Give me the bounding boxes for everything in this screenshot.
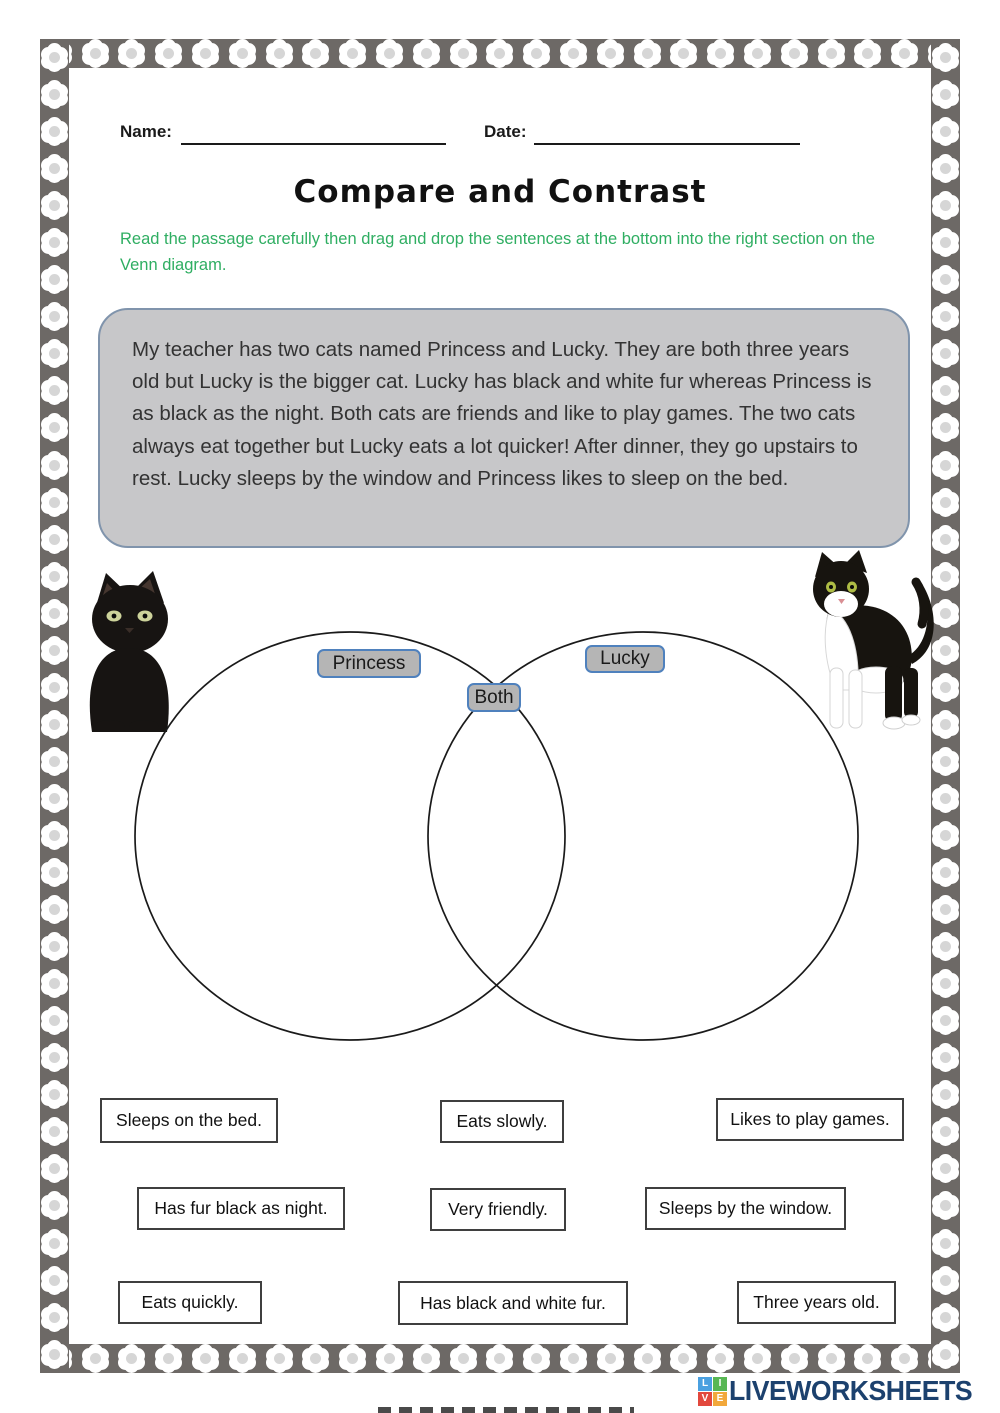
- flower-ornament: [198, 46, 213, 61]
- flower-ornament: [161, 46, 176, 61]
- flower-ornament: [938, 680, 953, 695]
- flower-ornament: [47, 458, 62, 473]
- sentence-card[interactable]: Has fur black as night.: [137, 1187, 345, 1230]
- flower-ornament: [938, 976, 953, 991]
- passage-box: [98, 308, 910, 548]
- flower-ornament: [640, 1351, 655, 1366]
- flower-ornament: [938, 272, 953, 287]
- flower-ornament: [382, 46, 397, 61]
- flower-ornament: [938, 791, 953, 806]
- sentence-card[interactable]: Has black and white fur.: [398, 1281, 628, 1325]
- flower-ornament: [938, 532, 953, 547]
- flower-ornament: [787, 46, 802, 61]
- flower-ornament: [897, 46, 912, 61]
- flower-ornament: [345, 46, 360, 61]
- flower-ornament: [938, 606, 953, 621]
- flower-ornament: [938, 1124, 953, 1139]
- flower-ornament: [47, 1124, 62, 1139]
- flower-ornament: [938, 235, 953, 250]
- flower-ornament: [938, 309, 953, 324]
- flower-ornament: [272, 1351, 287, 1366]
- flower-ornament: [345, 1351, 360, 1366]
- logo-letter: E: [713, 1392, 727, 1406]
- flower-ornament: [47, 495, 62, 510]
- date-input-line[interactable]: [534, 143, 800, 145]
- flower-ornament: [456, 46, 471, 61]
- flower-ornament: [938, 1347, 953, 1362]
- liveworksheets-logo-icon: [698, 1377, 727, 1406]
- flower-ornament: [47, 976, 62, 991]
- flower-ornament: [824, 46, 839, 61]
- sentence-card[interactable]: Very friendly.: [430, 1188, 566, 1231]
- flower-ornament: [47, 717, 62, 732]
- flower-ornament: [938, 643, 953, 658]
- flower-ornament: [124, 1351, 139, 1366]
- flower-ornament: [198, 1351, 213, 1366]
- brand-wordmark: LIVEWORKSHEETS: [729, 1375, 973, 1406]
- flower-ornament: [47, 383, 62, 398]
- flower-ornament: [938, 458, 953, 473]
- flower-ornament: [161, 1351, 176, 1366]
- flower-ornament: [750, 1351, 765, 1366]
- flower-ornament: [47, 569, 62, 584]
- flower-ornament: [750, 46, 765, 61]
- logo-letter: V: [698, 1392, 712, 1406]
- flower-ornament: [47, 828, 62, 843]
- page-title: Compare and Contrast: [293, 174, 707, 210]
- flower-ornament: [419, 46, 434, 61]
- name-input-line[interactable]: [181, 143, 446, 145]
- flower-ornament: [938, 50, 953, 65]
- flower-ornament: [566, 46, 581, 61]
- flower-ornament: [47, 124, 62, 139]
- flower-ornament: [47, 1273, 62, 1288]
- flower-ornament: [566, 1351, 581, 1366]
- flower-ornament: [47, 87, 62, 102]
- footer-brand: [698, 1375, 985, 1407]
- flower-ornament: [938, 1050, 953, 1065]
- flower-ornament: [860, 1351, 875, 1366]
- flower-ornament: [47, 1310, 62, 1325]
- sentence-card[interactable]: Likes to play games.: [716, 1098, 904, 1141]
- flower-ornament: [47, 346, 62, 361]
- logo-letter: L: [698, 1377, 712, 1391]
- flower-ornament: [676, 46, 691, 61]
- flower-ornament: [938, 124, 953, 139]
- flower-ornament: [235, 1351, 250, 1366]
- flower-ornament: [713, 1351, 728, 1366]
- flower-ornament: [47, 50, 62, 65]
- flower-ornament: [47, 1161, 62, 1176]
- flower-ornament: [456, 1351, 471, 1366]
- flower-ornament: [47, 754, 62, 769]
- logo-letter: I: [713, 1377, 727, 1391]
- flower-ornament: [47, 1050, 62, 1065]
- flower-ornament: [676, 1351, 691, 1366]
- flower-ornament: [419, 1351, 434, 1366]
- flower-ornament: [603, 46, 618, 61]
- flower-ornament: [47, 1198, 62, 1213]
- flower-ornament: [938, 717, 953, 732]
- flower-ornament: [938, 1198, 953, 1213]
- venn-label-princess: Princess: [317, 649, 421, 678]
- flower-ornament: [824, 1351, 839, 1366]
- sentence-card[interactable]: Eats quickly.: [118, 1281, 262, 1324]
- flower-ornament: [235, 46, 250, 61]
- flower-ornament: [382, 1351, 397, 1366]
- flower-ornament: [47, 272, 62, 287]
- flower-ornament: [938, 1310, 953, 1325]
- flower-ornament: [47, 1087, 62, 1102]
- flower-ornament: [938, 495, 953, 510]
- flower-ornament: [938, 346, 953, 361]
- flower-ornament: [897, 1351, 912, 1366]
- passage-text: My teacher has two cats named Princess and Lucky. They are both three years old but Lucky is the bigger cat. Lucky has black and white fur whereas Princess is as black as the night. Both cats are friends and like to play games. The two cats always eat together but Lucky eats a lot quicker! After dinner, they go upstairs to rest. Lucky sleeps by the window and Princess likes to sleep on the bed.: [132, 338, 872, 490]
- flower-ornament: [938, 87, 953, 102]
- flower-ornament: [938, 383, 953, 398]
- sentence-card[interactable]: Sleeps on the bed.: [100, 1098, 278, 1143]
- flower-ornament: [938, 939, 953, 954]
- flower-ornament: [860, 46, 875, 61]
- flower-ornament: [938, 865, 953, 880]
- flower-ornament: [938, 420, 953, 435]
- flower-ornament: [47, 680, 62, 695]
- flower-ornament: [47, 1347, 62, 1362]
- flower-ornament: [47, 865, 62, 880]
- flower-ornament: [938, 902, 953, 917]
- flower-ornament: [308, 1351, 323, 1366]
- venn-label-lucky: Lucky: [585, 645, 665, 673]
- flower-ornament: [47, 606, 62, 621]
- instructions-text: Read the passage carefully then drag and drop the sentences at the bottom into the right section on the Venn diagram.: [120, 230, 875, 274]
- venn-diagram[interactable]: [100, 615, 880, 1060]
- flower-ornament: [938, 569, 953, 584]
- flower-ornament: [938, 1087, 953, 1102]
- flower-ornament: [492, 1351, 507, 1366]
- decorative-border-bottom: [40, 1344, 960, 1373]
- cropped-text-artifact: [378, 1407, 634, 1413]
- venn-label-both: Both: [467, 683, 521, 712]
- sentence-card[interactable]: Three years old.: [737, 1281, 896, 1324]
- flower-ornament: [47, 235, 62, 250]
- flower-ornament: [47, 643, 62, 658]
- flower-ornament: [88, 46, 103, 61]
- flower-ornament: [272, 46, 287, 61]
- flower-ornament: [47, 791, 62, 806]
- flower-ornament: [529, 1351, 544, 1366]
- flower-ornament: [713, 46, 728, 61]
- flower-ornament: [938, 1161, 953, 1176]
- flower-ornament: [938, 1236, 953, 1251]
- flower-ornament: [938, 1273, 953, 1288]
- flower-ornament: [603, 1351, 618, 1366]
- name-label: Name:: [120, 122, 172, 141]
- flower-ornament: [938, 754, 953, 769]
- decorative-border-left: [40, 39, 69, 1373]
- flower-ornament: [787, 1351, 802, 1366]
- flower-ornament: [47, 902, 62, 917]
- flower-ornament: [47, 1236, 62, 1251]
- flower-ornament: [47, 1013, 62, 1028]
- flower-ornament: [124, 46, 139, 61]
- flower-ornament: [47, 532, 62, 547]
- flower-ornament: [492, 46, 507, 61]
- flower-ornament: [529, 46, 544, 61]
- flower-ornament: [938, 828, 953, 843]
- decorative-border-top: [40, 39, 960, 68]
- date-label: Date:: [484, 122, 527, 141]
- flower-ornament: [47, 309, 62, 324]
- flower-ornament: [47, 939, 62, 954]
- flower-ornament: [308, 46, 323, 61]
- flower-ornament: [640, 46, 655, 61]
- sentence-card[interactable]: Sleeps by the window.: [645, 1187, 846, 1230]
- flower-ornament: [938, 1013, 953, 1028]
- flower-ornament: [47, 420, 62, 435]
- flower-ornament: [88, 1351, 103, 1366]
- sentence-card[interactable]: Eats slowly.: [440, 1100, 564, 1143]
